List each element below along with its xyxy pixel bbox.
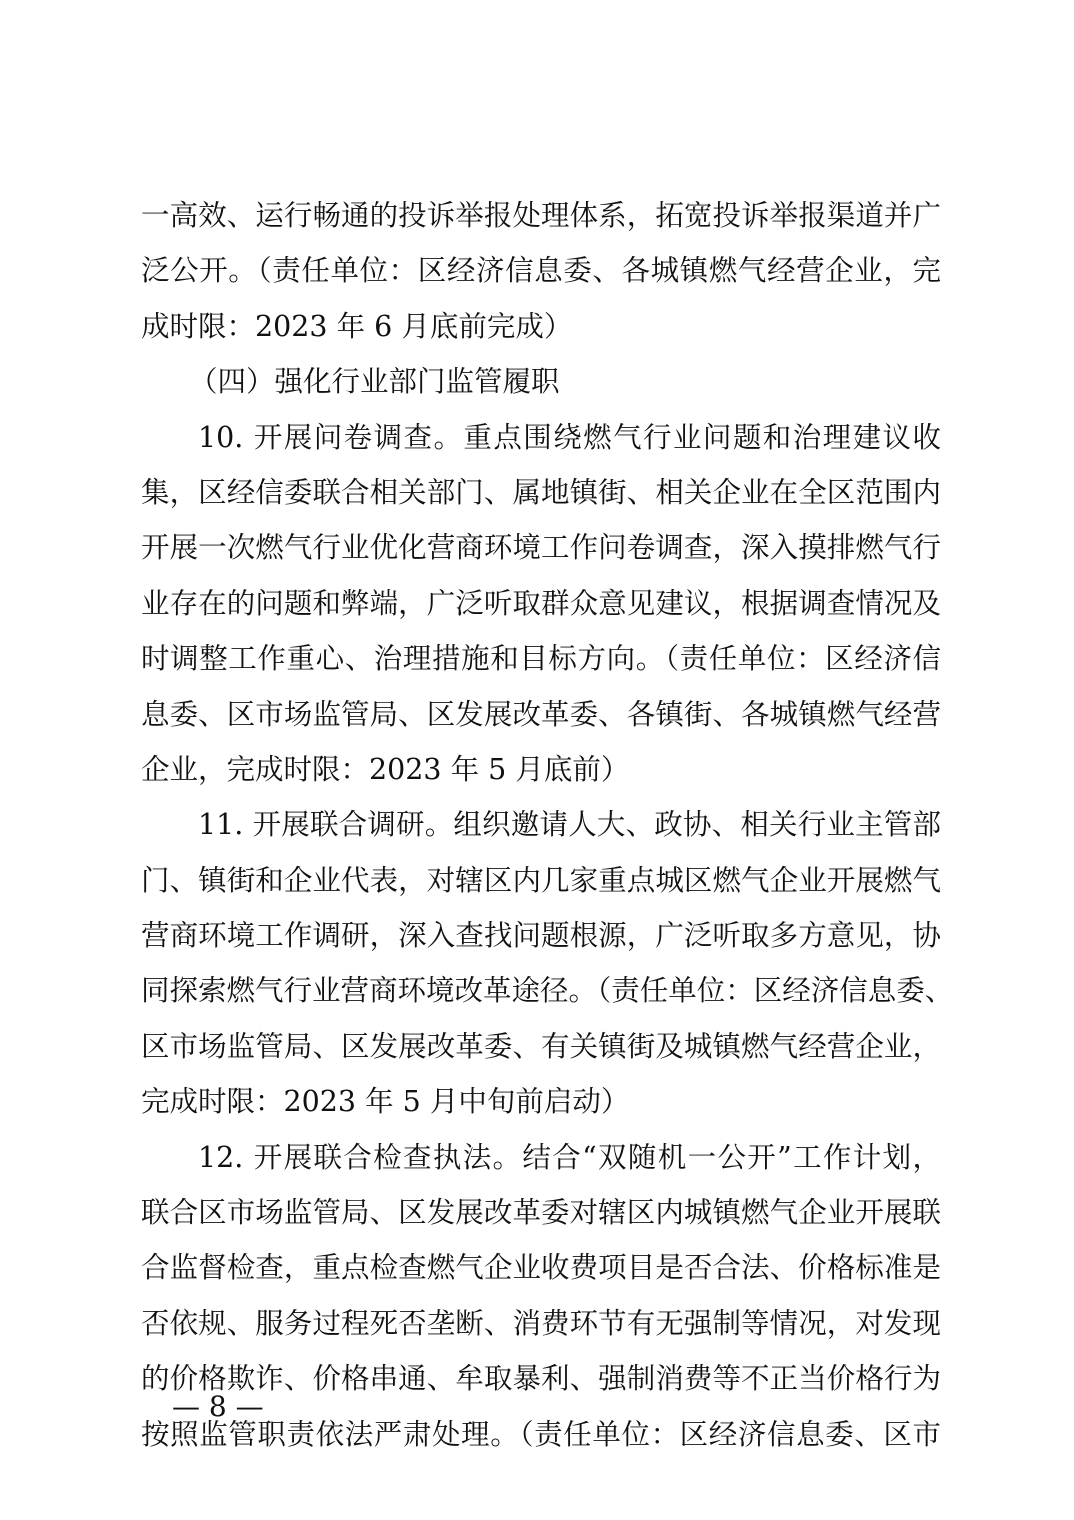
text-line: 10. 开展问卷调查。重点围绕燃气行业问题和治理建议收 xyxy=(198,420,941,454)
text-line: 完成时限：2023 年 5 月中旬前启动） xyxy=(141,1085,630,1119)
document-body xyxy=(141,188,954,1462)
section-heading: （四）强化行业部门监管履职 xyxy=(189,365,560,399)
text-line: 企业，完成时限：2023 年 5 月底前） xyxy=(141,752,630,786)
text-line: 业存在的问题和弊端，广泛听取群众意见建议，根据调查情况及 xyxy=(141,586,941,620)
text-line: 营商环境工作调研，深入查找问题根源，广泛听取多方意见，协 xyxy=(141,919,941,953)
text-line: 区市场监管局、区发展改革委、有关镇街及城镇燃气经营企业， xyxy=(141,1029,941,1063)
page-number: — 8 — xyxy=(172,1390,264,1423)
text-line: 12. 开展联合检查执法。结合“双随机一公开”工作计划， xyxy=(198,1140,941,1174)
text-line: 合监督检查，重点检查燃气企业收费项目是否合法、价格标准是 xyxy=(141,1251,941,1285)
text-line: 否依规、服务过程死否垄断、消费环节有无强制等情况，对发现 xyxy=(141,1306,941,1340)
text-line: 集，区经信委联合相关部门、属地镇街、相关企业在全区范围内 xyxy=(141,475,941,509)
text-line: 开展一次燃气行业优化营商环境工作问卷调查，深入摸排燃气行 xyxy=(141,531,941,565)
text-line: 一高效、运行畅通的投诉举报处理体系，拓宽投诉举报渠道并广 xyxy=(141,199,941,232)
text-line: 泛公开。（责任单位：区经济信息委、各城镇燃气经营企业，完 xyxy=(141,254,941,288)
text-line: 时调整工作重心、治理措施和目标方向。（责任单位：区经济信 xyxy=(141,642,941,676)
text-line: 按照监管职责依法严肃处理。（责任单位：区经济信息委、区市 xyxy=(141,1417,941,1451)
text-line: 门、镇街和企业代表，对辖区内几家重点城区燃气企业开展燃气 xyxy=(141,863,941,897)
text-line: 成时限：2023 年 6 月底前完成） xyxy=(141,309,573,343)
text-line: 联合区市场监管局、区发展改革委对辖区内城镇燃气企业开展联 xyxy=(141,1196,941,1230)
text-line: 的价格欺诈、价格串通、牟取暴利、强制消费等不正当价格行为 xyxy=(141,1362,941,1396)
text-line: 同探索燃气行业营商环境改革途径。（责任单位：区经济信息委、 xyxy=(141,974,954,1008)
text-line: 息委、区市场监管局、区发展改革委、各镇街、各城镇燃气经营 xyxy=(141,697,941,731)
text-line: 11. 开展联合调研。组织邀请人大、政协、相关行业主管部 xyxy=(198,808,941,842)
